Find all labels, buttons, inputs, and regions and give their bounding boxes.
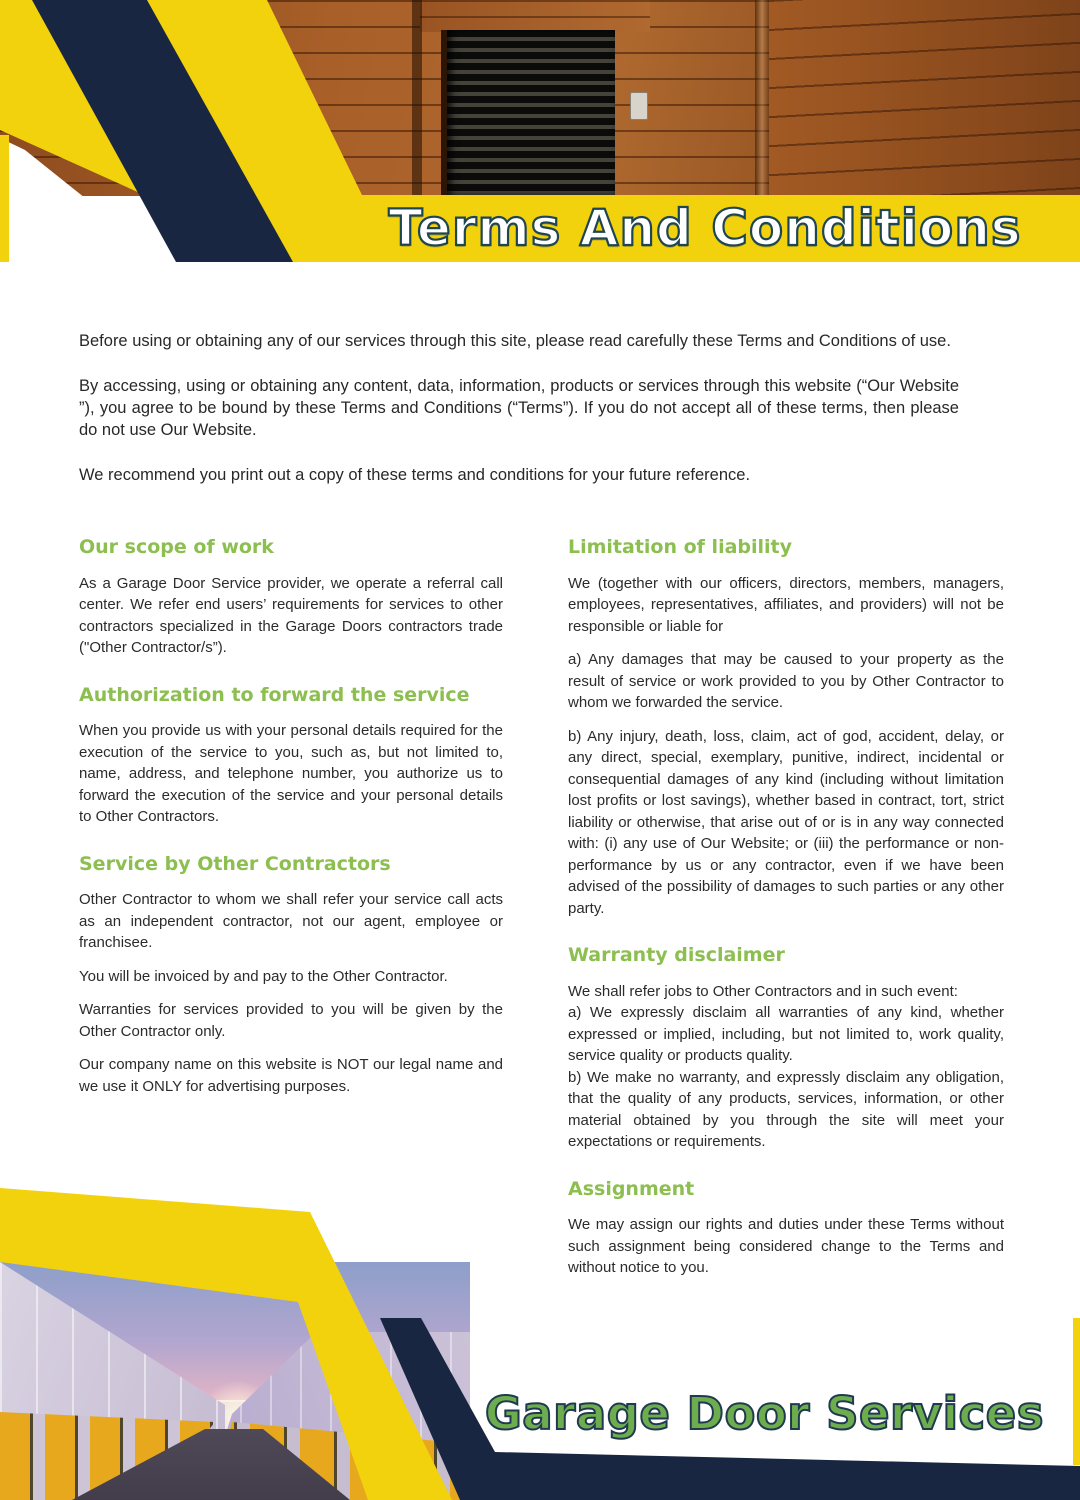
body-paragraph: b) Any injury, death, loss, claim, act of god, accident, delay, or any direct, special, exemplary, punitive, indirect, incidental or consequential damages of any kind (including without limitation lost profits or lost savings), whether based in contract, tort, strict liability or otherwise, that arise out of or is in any way connected with: (i) any use of Our Website; or (iii) the performance or non-performance by us or any contractor, even if we have been advised of the possibility of damages to such parties or any other party.: [568, 727, 1004, 917]
intro-paragraph: We recommend you print out a copy of these terms and conditions for your future reference.: [79, 466, 751, 484]
body-paragraph: When you provide us with your personal details required for the execution of the service to you, such as, but not limited to, name, address, and telephone number, you authorize us to forward the execution of the service and your personal details to Other Contractors.: [79, 722, 503, 825]
body-paragraph: We shall refer jobs to Other Contractors and in such event:: [568, 982, 958, 1000]
left-column: [79, 537, 503, 1109]
section-scope-of-work: [79, 537, 503, 659]
yellow-edge-sliver-right: [1073, 1318, 1080, 1465]
body-paragraph: We may assign our rights and duties under these Terms without such assignment being considered change to the Terms and without notice to you.: [568, 1216, 1004, 1276]
section-heading: Authorization to forward the service: [79, 683, 470, 706]
body-paragraph: a) Any damages that may be caused to your property as the result of service or work provided to you by Other Contractor to whom we forwarded the service.: [568, 651, 1004, 711]
brand-logo-text: Garage Door Services: [484, 1387, 1044, 1440]
page-title: Terms And Conditions: [388, 199, 1022, 257]
section-warranty-disclaimer: [568, 945, 1004, 1153]
section-heading: Our scope of work: [79, 536, 274, 558]
body-paragraph: Other Contractor to whom we shall refer your service call acts as an independent contractor, not our agent, employee or franchisee.: [79, 891, 503, 951]
right-column: [568, 537, 1004, 1291]
garage-door: [447, 30, 615, 196]
building-left-edge: [412, 0, 422, 196]
body-paragraph: Warranties for services provided to you will be given by the Other Contractor only.: [79, 1001, 503, 1040]
section-heading: Service by Other Contractors: [79, 852, 391, 875]
body-paragraph: As a Garage Door Service provider, we operate a referral call center. We refer end users’ requirements for services to other contractors specialized in the Garage Doors contractors trade ("Other Contractor/s”).: [79, 574, 503, 656]
section-heading: Limitation of liability: [568, 536, 793, 558]
intro-section: [79, 330, 959, 509]
intro-paragraph: By accessing, using or obtaining any content, data, information, products or services through this website (“Our Website ”), you agree to be bound by these Terms and Conditions (“Terms”). If you do not accept all of these terms, then please do not use Our Website.: [79, 377, 959, 439]
building-corner: [755, 0, 769, 196]
body-paragraph: b) We make no warranty, and expressly disclaim any obligation, that the quality of any products, services, information, or other material obtained by you through the site will meet your expectations or requirements.: [568, 1068, 1004, 1150]
body-paragraph: Our company name on this website is NOT our legal name and we use it ONLY for advertising purposes.: [79, 1056, 503, 1095]
section-assignment: [568, 1179, 1004, 1279]
section-limitation-of-liability: [568, 537, 1004, 919]
body-paragraph: We (together with our officers, directors, members, managers, employees, representatives, affiliates, and providers) will not be responsible or liable for: [568, 574, 1004, 635]
yellow-edge-sliver: [0, 135, 9, 262]
section-authorization: [79, 685, 503, 828]
body-paragraph: You will be invoiced by and pay to the Other Contractor.: [79, 967, 448, 985]
section-service-by-other-contractors: [79, 854, 503, 1098]
wall-switch-plate: [630, 92, 648, 120]
building-right-wall: [769, 0, 1080, 196]
section-heading: Warranty disclaimer: [568, 944, 785, 966]
building-lintel: [420, 0, 650, 32]
section-heading: Assignment: [568, 1177, 695, 1200]
intro-paragraph: Before using or obtaining any of our services through this site, please read carefully these Terms and Conditions of use.: [79, 332, 951, 350]
body-paragraph: a) We expressly disclaim all warranties of any kind, whether expressed or implied, including, but not limited to, work quality, service quality or products quality.: [568, 1004, 1004, 1064]
